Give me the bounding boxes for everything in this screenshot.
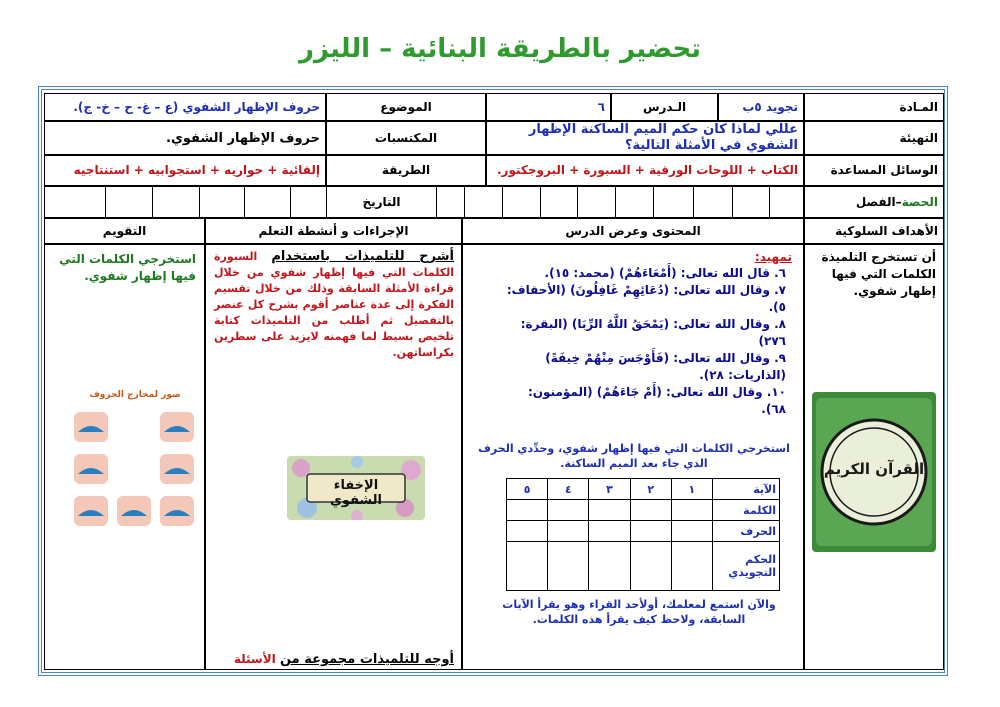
table-cell	[671, 521, 712, 542]
table-cell	[630, 500, 671, 521]
table-row-header: الحرف	[713, 521, 780, 542]
procedures-text	[208, 246, 460, 364]
table-cell	[589, 521, 630, 542]
subject-value: تجويد ٥ب	[718, 93, 804, 121]
table-cell	[589, 542, 630, 591]
method-value: إلقائية + حواريه + استجوابيه + استنتاجيه	[44, 155, 326, 186]
banner-image	[287, 456, 425, 520]
banner-text: الإخفاء الشفوي	[330, 478, 382, 508]
table-row-header: الحكم التجويدي	[713, 542, 780, 591]
procedures-heading: أشرح للتلميذات باستخدام	[271, 249, 454, 264]
period-label: الحصة	[901, 194, 938, 209]
table-col-header: ٣	[589, 479, 630, 500]
table-cell	[548, 500, 589, 521]
verses-list	[500, 262, 792, 421]
procedures-header: الإجراءات و أنشطة التعلم	[205, 218, 462, 244]
table-cell	[630, 521, 671, 542]
topic-label: الموضوع	[326, 93, 486, 121]
content-header: المحتوى وعرض الدرس	[462, 218, 804, 244]
subject-label: المـادة	[804, 93, 944, 121]
goals-text: أن تستخرج التلميذة الكلمات التي فيها إظهار شفوي.	[821, 250, 936, 298]
quran-image	[812, 392, 936, 552]
table-cell	[507, 500, 548, 521]
evaluation-header: التقويم	[44, 218, 205, 244]
period-separator: –	[895, 194, 902, 209]
mouth-diagram-icon	[70, 402, 200, 538]
procedures-footer-bold: أوجه للتلميذات مجموعة من	[279, 652, 454, 667]
page-title: تحضير بالطريقة البنائية – الليزر	[299, 34, 701, 64]
verse-item: ٨. وقال الله تعالى: (يَمْحَقُ اللَّهُ الرِّبَا) (البقرة: ٢٧٦)	[520, 317, 786, 348]
verse-item: ٦. قال الله تعالى: (أَمْعَاءَهُمْ) (محمد: ١٥).	[544, 266, 786, 280]
intro-value: عللي لماذا كان حكم الميم الساكنة الإظهار الشفوي في الأمثلة التالية؟	[486, 121, 804, 155]
lesson-value: ٦	[486, 93, 611, 121]
table-row-header: الآية	[713, 479, 780, 500]
closing-text: والآن استمع لمعلمك، أولأحد القراء وهو يقرأ الآيات السابقة، ولاحظ كيف يقرأ هذه الكلمات.	[502, 598, 776, 626]
articulation-chart-image	[70, 390, 200, 536]
articulation-chart-title: صور لمخارج الحروف	[89, 390, 181, 400]
verse-item: ٧. وقال الله تعالى: (دُعَائِهِمْ غَافِلُونَ) (الأحقاف: ٥).	[506, 283, 786, 314]
method-label: الطريقة	[326, 155, 486, 186]
table-col-header: ١	[671, 479, 712, 500]
table-cell	[507, 521, 548, 542]
gains-value: حروف الإظهار الشفوي.	[44, 121, 326, 155]
topic-value: حروف الإظهار الشفوي (ع – غ- ح – خ- ج).	[44, 93, 326, 121]
period-class-label	[804, 186, 944, 218]
aids-value: الكتاب + اللوحات الورقية + السبورة + البروجكتور.	[486, 155, 804, 186]
evaluation-text: استخرجي الكلمات التي فيها إظهار شفوي.	[59, 252, 196, 283]
aids-label: الوسائل المساعدة	[804, 155, 944, 186]
table-row-header: الكلمة	[713, 500, 780, 521]
intro-label: التهيئة	[804, 121, 944, 155]
quran-image-caption: القرآن الكريم	[823, 460, 925, 478]
table-col-header: ٤	[548, 479, 589, 500]
table-cell	[671, 500, 712, 521]
answer-table	[506, 478, 780, 591]
class-label: الفصل	[855, 194, 896, 209]
table-col-header: ٥	[507, 479, 548, 500]
table-cell	[671, 542, 712, 591]
task-text: استخرجي الكلمات التي فيها إظهار شفوي، وحدِّدي الحرف الذي جاء بعد الميم الساكنة.	[478, 442, 790, 470]
verse-item: ١٠. وقال الله تعالى: (أَمْ جَاءَهُمْ) (المؤمنون: ٦٨).	[527, 385, 786, 416]
table-cell	[507, 542, 548, 591]
goals-header: الأهداف السلوكية	[804, 218, 944, 244]
date-label: التاريخ	[326, 186, 437, 218]
table-col-header: ٢	[630, 479, 671, 500]
gains-label: المكتسبات	[326, 121, 486, 155]
table-cell	[589, 500, 630, 521]
verse-item: ٩. وقال الله تعالى: (فَأَوْجَسَ مِنْهُمْ خِيفَةً) (الذاريات: ٢٨).	[545, 351, 786, 382]
table-cell	[630, 542, 671, 591]
procedures-footer	[208, 648, 460, 671]
table-cell	[548, 521, 589, 542]
table-cell	[548, 542, 589, 591]
lesson-label: الـدرس	[611, 93, 718, 121]
procedures-footer-tail: الأسئلة	[233, 652, 276, 666]
procedures-body: السبورة الكلمات التي فيها إظهار شفوي من خلال قراءة الأمثلة السابقة وذلك من خلال تقسيم الفكرة إلى عدة عناصر أقوم بشرح كل عنصر بالتفصيل ثم أطلب من التلميذات كتابة تلخيص بسيط لما فهمنه لايزيد على سطرين بكراساتهن.	[214, 250, 454, 359]
intro-label-text: تمهيد:	[754, 250, 792, 264]
